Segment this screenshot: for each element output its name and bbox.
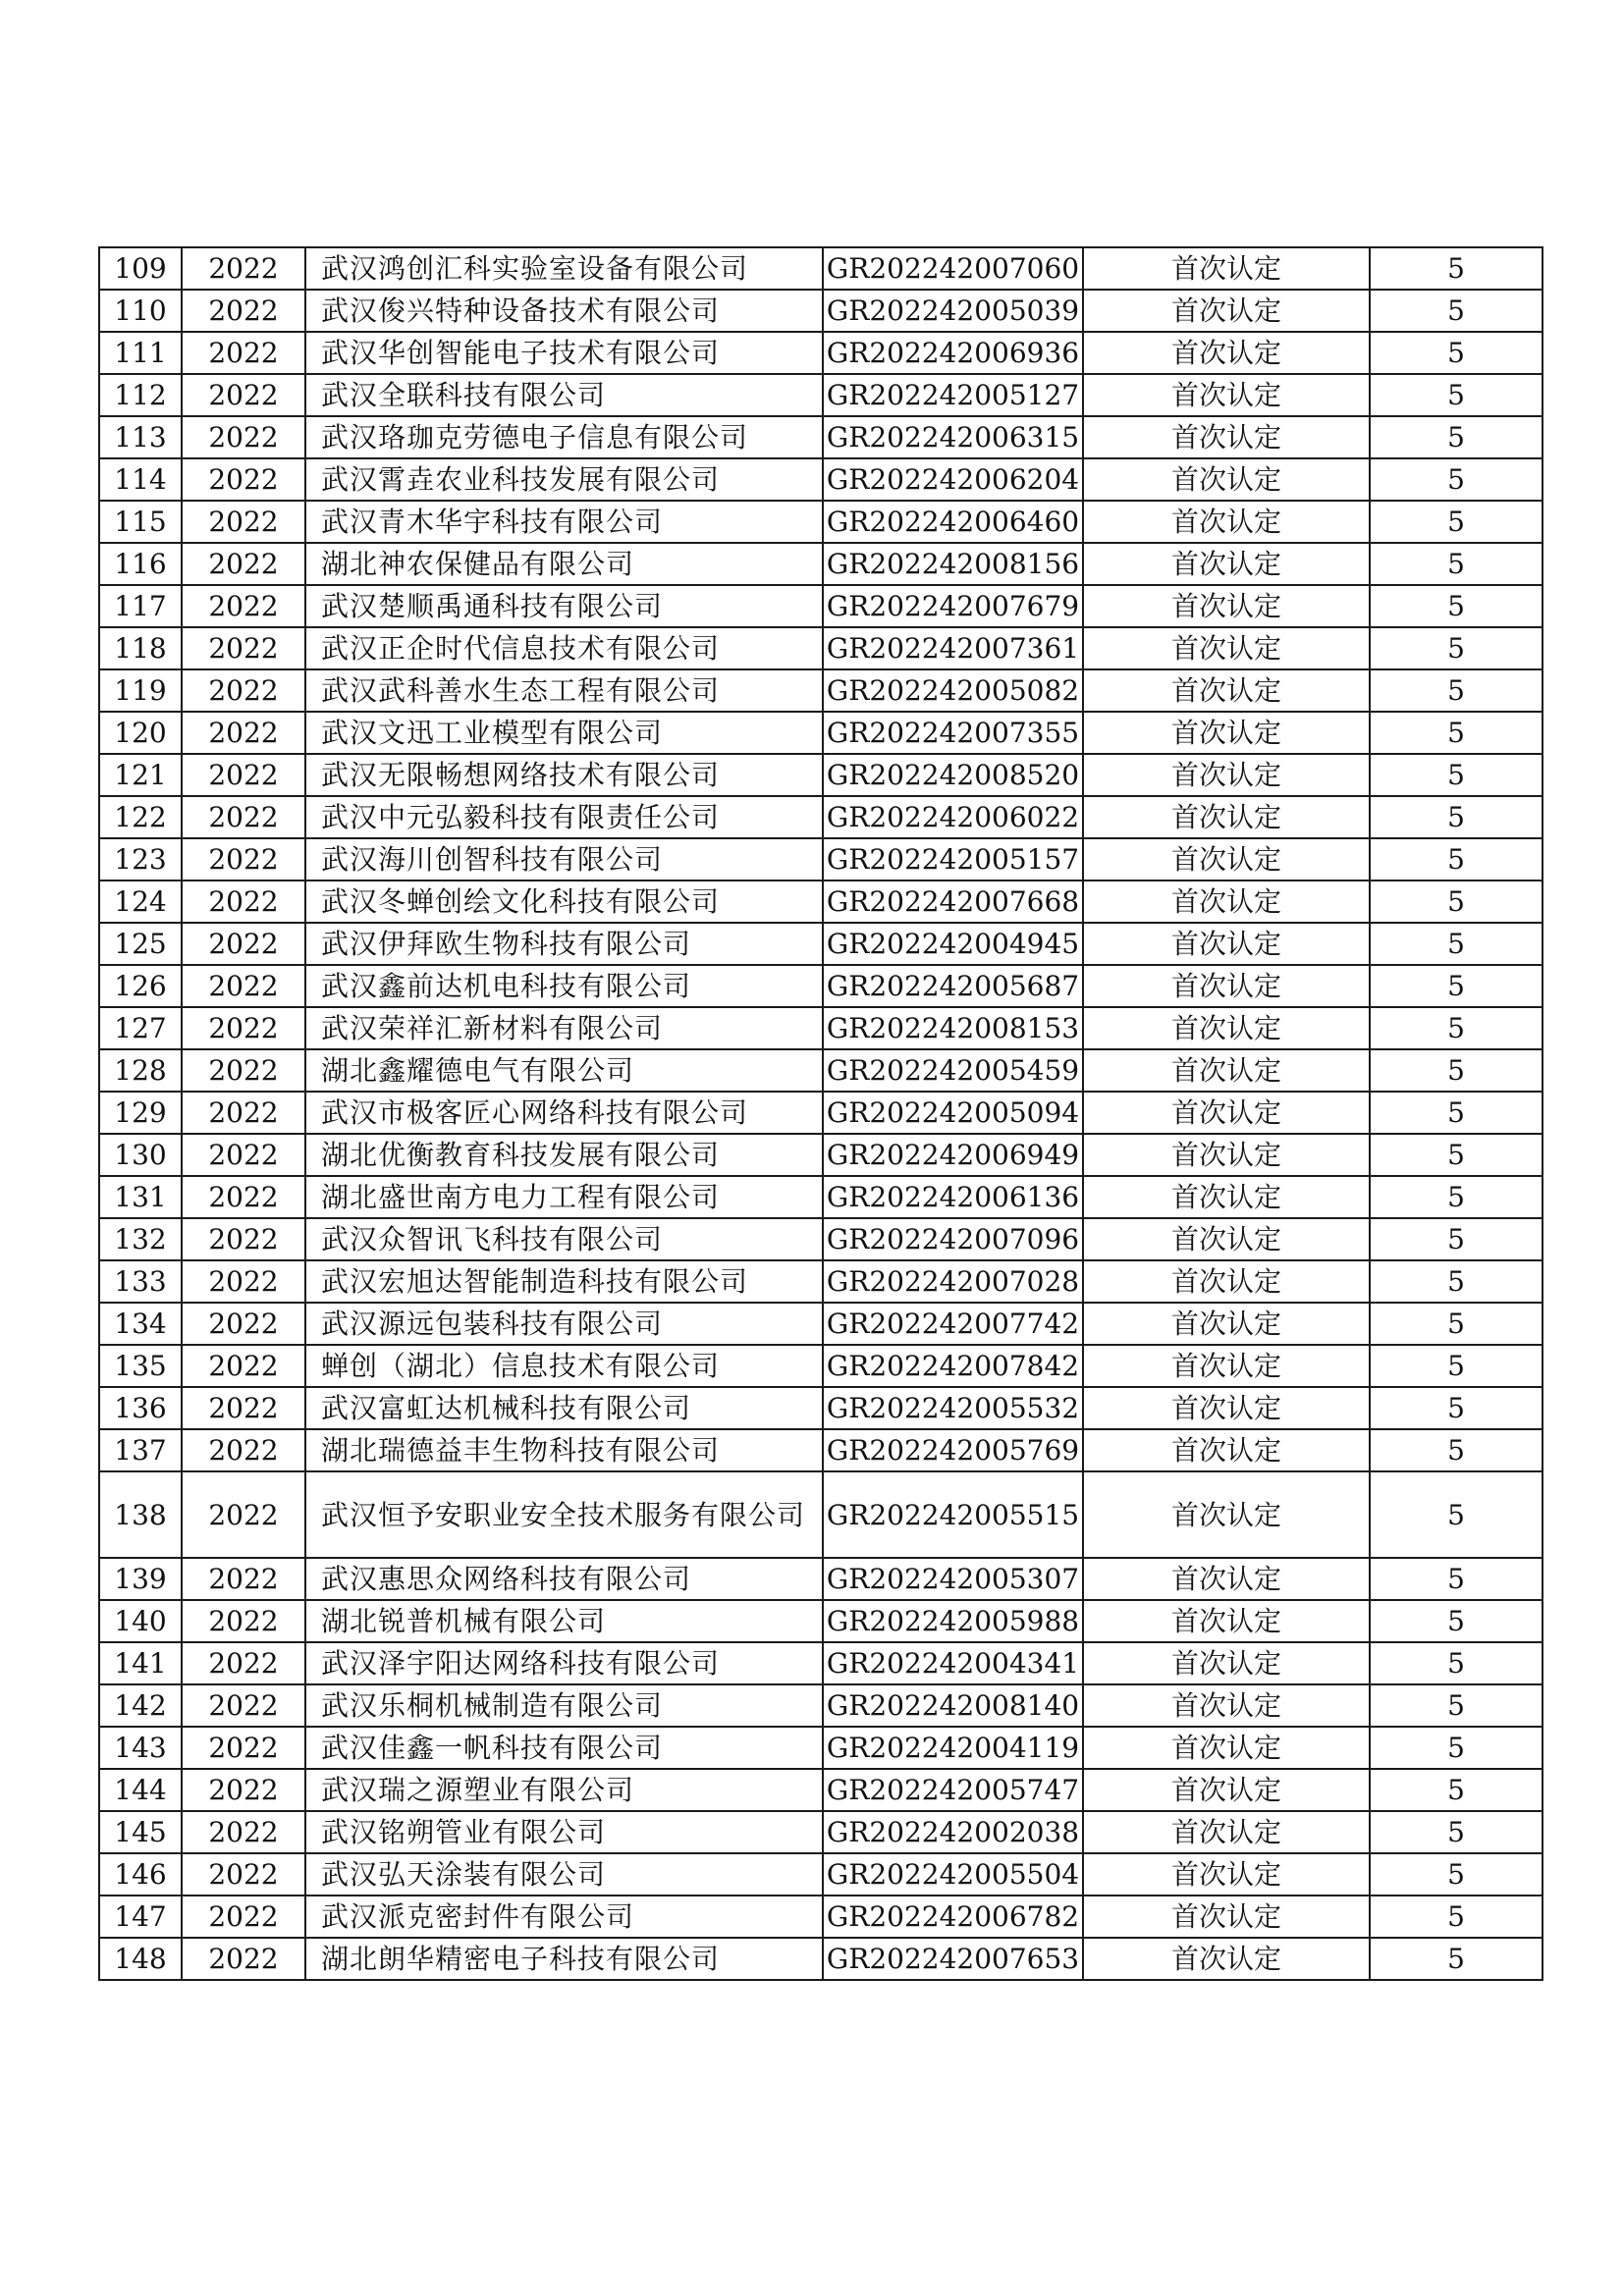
score-cell: 5 <box>1370 627 1543 669</box>
company-name-cell: 武汉众智讯飞科技有限公司 <box>305 1218 823 1260</box>
table-row <box>99 669 1543 712</box>
row-number-cell: 118 <box>99 627 182 669</box>
certification-type-cell: 首次认定 <box>1083 1134 1370 1176</box>
row-number-cell: 121 <box>99 754 182 796</box>
year-cell: 2022 <box>182 1049 305 1092</box>
certification-type-cell: 首次认定 <box>1083 1260 1370 1303</box>
company-name-cell: 武汉荣祥汇新材料有限公司 <box>305 1007 823 1049</box>
year-cell: 2022 <box>182 1218 305 1260</box>
year-cell: 2022 <box>182 1853 305 1896</box>
certificate-number-cell: GR202242005307 <box>823 1558 1083 1600</box>
table-row <box>99 1007 1543 1049</box>
row-number-cell: 136 <box>99 1387 182 1429</box>
year-cell: 2022 <box>182 1558 305 1600</box>
company-table <box>98 246 1543 1981</box>
score-cell: 5 <box>1370 1769 1543 1811</box>
certificate-number-cell: GR202242008156 <box>823 543 1083 585</box>
company-name-cell: 武汉瑞之源塑业有限公司 <box>305 1769 823 1811</box>
certification-type-cell: 首次认定 <box>1083 838 1370 881</box>
score-cell: 5 <box>1370 1684 1543 1727</box>
row-number-cell: 140 <box>99 1600 182 1642</box>
year-cell: 2022 <box>182 1387 305 1429</box>
company-name-cell: 武汉珞珈克劳德电子信息有限公司 <box>305 416 823 458</box>
certification-type-cell: 首次认定 <box>1083 881 1370 923</box>
year-cell: 2022 <box>182 1176 305 1218</box>
table-row <box>99 965 1543 1007</box>
row-number-cell: 145 <box>99 1811 182 1853</box>
company-name-cell: 湖北锐普机械有限公司 <box>305 1600 823 1642</box>
table-row <box>99 1896 1543 1938</box>
certification-type-cell: 首次认定 <box>1083 754 1370 796</box>
table-row <box>99 754 1543 796</box>
certification-type-cell: 首次认定 <box>1083 1049 1370 1092</box>
row-number-cell: 142 <box>99 1684 182 1727</box>
score-cell: 5 <box>1370 1642 1543 1684</box>
certificate-number-cell: GR202242005127 <box>823 374 1083 416</box>
year-cell: 2022 <box>182 1642 305 1684</box>
company-name-cell: 武汉鑫前达机电科技有限公司 <box>305 965 823 1007</box>
company-name-cell: 武汉霄垚农业科技发展有限公司 <box>305 458 823 501</box>
year-cell: 2022 <box>182 1938 305 1980</box>
certificate-number-cell: GR202242006936 <box>823 332 1083 374</box>
score-cell: 5 <box>1370 923 1543 965</box>
certification-type-cell: 首次认定 <box>1083 332 1370 374</box>
company-name-cell: 武汉俊兴特种设备技术有限公司 <box>305 290 823 332</box>
company-name-cell: 武汉乐桐机械制造有限公司 <box>305 1684 823 1727</box>
company-name-cell: 湖北神农保健品有限公司 <box>305 543 823 585</box>
row-number-cell: 111 <box>99 332 182 374</box>
company-name-cell: 武汉富虹达机械科技有限公司 <box>305 1387 823 1429</box>
certification-type-cell: 首次认定 <box>1083 1727 1370 1769</box>
row-number-cell: 139 <box>99 1558 182 1600</box>
score-cell: 5 <box>1370 290 1543 332</box>
certification-type-cell: 首次认定 <box>1083 1853 1370 1896</box>
row-number-cell: 122 <box>99 796 182 838</box>
year-cell: 2022 <box>182 1345 305 1387</box>
company-name-cell: 武汉惠思众网络科技有限公司 <box>305 1558 823 1600</box>
company-name-cell: 武汉弘天涂装有限公司 <box>305 1853 823 1896</box>
row-number-cell: 127 <box>99 1007 182 1049</box>
table-row <box>99 627 1543 669</box>
table-row <box>99 247 1543 290</box>
table-row <box>99 1769 1543 1811</box>
year-cell: 2022 <box>182 754 305 796</box>
row-number-cell: 146 <box>99 1853 182 1896</box>
score-cell: 5 <box>1370 1260 1543 1303</box>
year-cell: 2022 <box>182 1260 305 1303</box>
company-name-cell: 武汉源远包装科技有限公司 <box>305 1303 823 1345</box>
company-name-cell: 湖北鑫耀德电气有限公司 <box>305 1049 823 1092</box>
score-cell: 5 <box>1370 501 1543 543</box>
table-row <box>99 1134 1543 1176</box>
row-number-cell: 112 <box>99 374 182 416</box>
row-number-cell: 119 <box>99 669 182 712</box>
table-row <box>99 1642 1543 1684</box>
row-number-cell: 144 <box>99 1769 182 1811</box>
certification-type-cell: 首次认定 <box>1083 458 1370 501</box>
table-row <box>99 1684 1543 1727</box>
certification-type-cell: 首次认定 <box>1083 290 1370 332</box>
score-cell: 5 <box>1370 1176 1543 1218</box>
certification-type-cell: 首次认定 <box>1083 1642 1370 1684</box>
year-cell: 2022 <box>182 501 305 543</box>
company-name-cell: 武汉无限畅想网络技术有限公司 <box>305 754 823 796</box>
certificate-number-cell: GR202242005039 <box>823 290 1083 332</box>
score-cell: 5 <box>1370 1387 1543 1429</box>
certification-type-cell: 首次认定 <box>1083 1684 1370 1727</box>
year-cell: 2022 <box>182 1600 305 1642</box>
certificate-number-cell: GR202242006782 <box>823 1896 1083 1938</box>
score-cell: 5 <box>1370 247 1543 290</box>
row-number-cell: 135 <box>99 1345 182 1387</box>
certification-type-cell: 首次认定 <box>1083 1471 1370 1558</box>
certificate-number-cell: GR202242004341 <box>823 1642 1083 1684</box>
table-row <box>99 585 1543 627</box>
company-name-cell: 武汉正企时代信息技术有限公司 <box>305 627 823 669</box>
score-cell: 5 <box>1370 374 1543 416</box>
row-number-cell: 109 <box>99 247 182 290</box>
year-cell: 2022 <box>182 881 305 923</box>
row-number-cell: 120 <box>99 712 182 754</box>
year-cell: 2022 <box>182 1684 305 1727</box>
row-number-cell: 132 <box>99 1218 182 1260</box>
score-cell: 5 <box>1370 1896 1543 1938</box>
table-row <box>99 1218 1543 1260</box>
score-cell: 5 <box>1370 1134 1543 1176</box>
year-cell: 2022 <box>182 669 305 712</box>
certification-type-cell: 首次认定 <box>1083 923 1370 965</box>
company-name-cell: 武汉鸿创汇科实验室设备有限公司 <box>305 247 823 290</box>
score-cell: 5 <box>1370 543 1543 585</box>
year-cell: 2022 <box>182 712 305 754</box>
year-cell: 2022 <box>182 1896 305 1938</box>
certification-type-cell: 首次认定 <box>1083 247 1370 290</box>
certification-type-cell: 首次认定 <box>1083 965 1370 1007</box>
score-cell: 5 <box>1370 1727 1543 1769</box>
certificate-number-cell: GR202242008520 <box>823 754 1083 796</box>
certification-type-cell: 首次认定 <box>1083 543 1370 585</box>
certification-type-cell: 首次认定 <box>1083 1218 1370 1260</box>
year-cell: 2022 <box>182 1769 305 1811</box>
certificate-number-cell: GR202242007361 <box>823 627 1083 669</box>
year-cell: 2022 <box>182 416 305 458</box>
company-name-cell: 武汉宏旭达智能制造科技有限公司 <box>305 1260 823 1303</box>
table-body <box>99 247 1543 1980</box>
certificate-number-cell: GR202242005687 <box>823 965 1083 1007</box>
certificate-number-cell: GR202242008140 <box>823 1684 1083 1727</box>
score-cell: 5 <box>1370 1853 1543 1896</box>
table-row <box>99 1811 1543 1853</box>
company-name-cell: 湖北盛世南方电力工程有限公司 <box>305 1176 823 1218</box>
certification-type-cell: 首次认定 <box>1083 1345 1370 1387</box>
certification-type-cell: 首次认定 <box>1083 1007 1370 1049</box>
table-row <box>99 290 1543 332</box>
row-number-cell: 138 <box>99 1471 182 1558</box>
company-name-cell: 武汉冬蝉创绘文化科技有限公司 <box>305 881 823 923</box>
certification-type-cell: 首次认定 <box>1083 501 1370 543</box>
row-number-cell: 126 <box>99 965 182 1007</box>
certificate-number-cell: GR202242005988 <box>823 1600 1083 1642</box>
score-cell: 5 <box>1370 416 1543 458</box>
table-row <box>99 1176 1543 1218</box>
year-cell: 2022 <box>182 627 305 669</box>
company-name-cell: 武汉派克密封件有限公司 <box>305 1896 823 1938</box>
certification-type-cell: 首次认定 <box>1083 669 1370 712</box>
row-number-cell: 129 <box>99 1092 182 1134</box>
certification-type-cell: 首次认定 <box>1083 416 1370 458</box>
company-name-cell: 武汉青木华宇科技有限公司 <box>305 501 823 543</box>
year-cell: 2022 <box>182 1303 305 1345</box>
table-row <box>99 1558 1543 1600</box>
certification-type-cell: 首次认定 <box>1083 1769 1370 1811</box>
table-row <box>99 1853 1543 1896</box>
row-number-cell: 148 <box>99 1938 182 1980</box>
certificate-number-cell: GR202242007679 <box>823 585 1083 627</box>
year-cell: 2022 <box>182 1471 305 1558</box>
row-number-cell: 137 <box>99 1429 182 1471</box>
table-row <box>99 1303 1543 1345</box>
score-cell: 5 <box>1370 1303 1543 1345</box>
year-cell: 2022 <box>182 923 305 965</box>
table-row <box>99 501 1543 543</box>
certificate-number-cell: GR202242006136 <box>823 1176 1083 1218</box>
row-number-cell: 125 <box>99 923 182 965</box>
certification-type-cell: 首次认定 <box>1083 1811 1370 1853</box>
certificate-number-cell: GR202242006204 <box>823 458 1083 501</box>
certificate-number-cell: GR202242005532 <box>823 1387 1083 1429</box>
certification-type-cell: 首次认定 <box>1083 1176 1370 1218</box>
table-row <box>99 1600 1543 1642</box>
year-cell: 2022 <box>182 1811 305 1853</box>
score-cell: 5 <box>1370 1092 1543 1134</box>
row-number-cell: 134 <box>99 1303 182 1345</box>
row-number-cell: 123 <box>99 838 182 881</box>
company-name-cell: 湖北瑞德益丰生物科技有限公司 <box>305 1429 823 1471</box>
row-number-cell: 133 <box>99 1260 182 1303</box>
certification-type-cell: 首次认定 <box>1083 1092 1370 1134</box>
score-cell: 5 <box>1370 669 1543 712</box>
certificate-number-cell: GR202242005157 <box>823 838 1083 881</box>
table-row <box>99 1387 1543 1429</box>
company-name-cell: 武汉铭朔管业有限公司 <box>305 1811 823 1853</box>
row-number-cell: 114 <box>99 458 182 501</box>
row-number-cell: 110 <box>99 290 182 332</box>
certificate-number-cell: GR202242005082 <box>823 669 1083 712</box>
certification-type-cell: 首次认定 <box>1083 712 1370 754</box>
certification-type-cell: 首次认定 <box>1083 1600 1370 1642</box>
year-cell: 2022 <box>182 247 305 290</box>
certificate-number-cell: GR202242007653 <box>823 1938 1083 1980</box>
score-cell: 5 <box>1370 1007 1543 1049</box>
certificate-number-cell: GR202242007060 <box>823 247 1083 290</box>
certification-type-cell: 首次认定 <box>1083 627 1370 669</box>
row-number-cell: 141 <box>99 1642 182 1684</box>
year-cell: 2022 <box>182 838 305 881</box>
score-cell: 5 <box>1370 881 1543 923</box>
company-name-cell: 武汉佳鑫一帆科技有限公司 <box>305 1727 823 1769</box>
table-row <box>99 543 1543 585</box>
certification-type-cell: 首次认定 <box>1083 1429 1370 1471</box>
certification-type-cell: 首次认定 <box>1083 374 1370 416</box>
score-cell: 5 <box>1370 1471 1543 1558</box>
score-cell: 5 <box>1370 585 1543 627</box>
certification-type-cell: 首次认定 <box>1083 1387 1370 1429</box>
row-number-cell: 131 <box>99 1176 182 1218</box>
year-cell: 2022 <box>182 1727 305 1769</box>
year-cell: 2022 <box>182 1092 305 1134</box>
certificate-number-cell: GR202242002038 <box>823 1811 1083 1853</box>
row-number-cell: 117 <box>99 585 182 627</box>
company-name-cell: 武汉泽宇阳达网络科技有限公司 <box>305 1642 823 1684</box>
score-cell: 5 <box>1370 1558 1543 1600</box>
company-name-cell: 武汉武科善水生态工程有限公司 <box>305 669 823 712</box>
certification-type-cell: 首次认定 <box>1083 796 1370 838</box>
year-cell: 2022 <box>182 1007 305 1049</box>
score-cell: 5 <box>1370 754 1543 796</box>
certification-type-cell: 首次认定 <box>1083 1558 1370 1600</box>
certificate-number-cell: GR202242007028 <box>823 1260 1083 1303</box>
score-cell: 5 <box>1370 712 1543 754</box>
table-row <box>99 374 1543 416</box>
table-row <box>99 458 1543 501</box>
certificate-number-cell: GR202242005515 <box>823 1471 1083 1558</box>
score-cell: 5 <box>1370 1600 1543 1642</box>
table-row <box>99 1471 1543 1558</box>
row-number-cell: 113 <box>99 416 182 458</box>
company-name-cell: 武汉文迅工业模型有限公司 <box>305 712 823 754</box>
row-number-cell: 124 <box>99 881 182 923</box>
certificate-number-cell: GR202242008153 <box>823 1007 1083 1049</box>
table-row <box>99 1345 1543 1387</box>
certificate-number-cell: GR202242007742 <box>823 1303 1083 1345</box>
certification-type-cell: 首次认定 <box>1083 585 1370 627</box>
certification-type-cell: 首次认定 <box>1083 1938 1370 1980</box>
score-cell: 5 <box>1370 332 1543 374</box>
company-name-cell: 武汉市极客匠心网络科技有限公司 <box>305 1092 823 1134</box>
table-row <box>99 712 1543 754</box>
certificate-number-cell: GR202242005459 <box>823 1049 1083 1092</box>
certification-type-cell: 首次认定 <box>1083 1303 1370 1345</box>
table-row <box>99 1260 1543 1303</box>
certificate-number-cell: GR202242006315 <box>823 416 1083 458</box>
table-row <box>99 1049 1543 1092</box>
row-number-cell: 115 <box>99 501 182 543</box>
table-row <box>99 416 1543 458</box>
score-cell: 5 <box>1370 965 1543 1007</box>
score-cell: 5 <box>1370 1938 1543 1980</box>
year-cell: 2022 <box>182 1134 305 1176</box>
certificate-number-cell: GR202242005094 <box>823 1092 1083 1134</box>
year-cell: 2022 <box>182 965 305 1007</box>
table-row <box>99 1429 1543 1471</box>
company-name-cell: 武汉中元弘毅科技有限责任公司 <box>305 796 823 838</box>
score-cell: 5 <box>1370 1049 1543 1092</box>
table-row <box>99 796 1543 838</box>
score-cell: 5 <box>1370 1429 1543 1471</box>
year-cell: 2022 <box>182 585 305 627</box>
year-cell: 2022 <box>182 543 305 585</box>
table-row <box>99 1938 1543 1980</box>
certificate-number-cell: GR202242006022 <box>823 796 1083 838</box>
year-cell: 2022 <box>182 374 305 416</box>
year-cell: 2022 <box>182 458 305 501</box>
certificate-number-cell: GR202242007355 <box>823 712 1083 754</box>
certificate-number-cell: GR202242007668 <box>823 881 1083 923</box>
year-cell: 2022 <box>182 290 305 332</box>
score-cell: 5 <box>1370 1218 1543 1260</box>
company-name-cell: 武汉海川创智科技有限公司 <box>305 838 823 881</box>
certificate-number-cell: GR202242007096 <box>823 1218 1083 1260</box>
row-number-cell: 143 <box>99 1727 182 1769</box>
score-cell: 5 <box>1370 838 1543 881</box>
table-row <box>99 332 1543 374</box>
row-number-cell: 128 <box>99 1049 182 1092</box>
score-cell: 5 <box>1370 1811 1543 1853</box>
company-name-cell: 武汉华创智能电子技术有限公司 <box>305 332 823 374</box>
year-cell: 2022 <box>182 1429 305 1471</box>
certificate-number-cell: GR202242005504 <box>823 1853 1083 1896</box>
certificate-number-cell: GR202242006949 <box>823 1134 1083 1176</box>
company-name-cell: 湖北朗华精密电子科技有限公司 <box>305 1938 823 1980</box>
table-row <box>99 1727 1543 1769</box>
row-number-cell: 147 <box>99 1896 182 1938</box>
certificate-number-cell: GR202242005769 <box>823 1429 1083 1471</box>
table-row <box>99 1092 1543 1134</box>
score-cell: 5 <box>1370 458 1543 501</box>
table-row <box>99 881 1543 923</box>
year-cell: 2022 <box>182 332 305 374</box>
certificate-number-cell: GR202242004945 <box>823 923 1083 965</box>
certification-type-cell: 首次认定 <box>1083 1896 1370 1938</box>
table-row <box>99 923 1543 965</box>
score-cell: 5 <box>1370 796 1543 838</box>
company-name-cell: 湖北优衡教育科技发展有限公司 <box>305 1134 823 1176</box>
certificate-number-cell: GR202242005747 <box>823 1769 1083 1811</box>
table-row <box>99 838 1543 881</box>
certificate-number-cell: GR202242004119 <box>823 1727 1083 1769</box>
row-number-cell: 130 <box>99 1134 182 1176</box>
company-name-cell: 武汉全联科技有限公司 <box>305 374 823 416</box>
company-name-cell: 武汉恒予安职业安全技术服务有限公司 <box>305 1471 823 1558</box>
company-name-cell: 蝉创（湖北）信息技术有限公司 <box>305 1345 823 1387</box>
score-cell: 5 <box>1370 1345 1543 1387</box>
year-cell: 2022 <box>182 796 305 838</box>
certificate-number-cell: GR202242007842 <box>823 1345 1083 1387</box>
company-name-cell: 武汉伊拜欧生物科技有限公司 <box>305 923 823 965</box>
certificate-number-cell: GR202242006460 <box>823 501 1083 543</box>
row-number-cell: 116 <box>99 543 182 585</box>
company-name-cell: 武汉楚顺禹通科技有限公司 <box>305 585 823 627</box>
